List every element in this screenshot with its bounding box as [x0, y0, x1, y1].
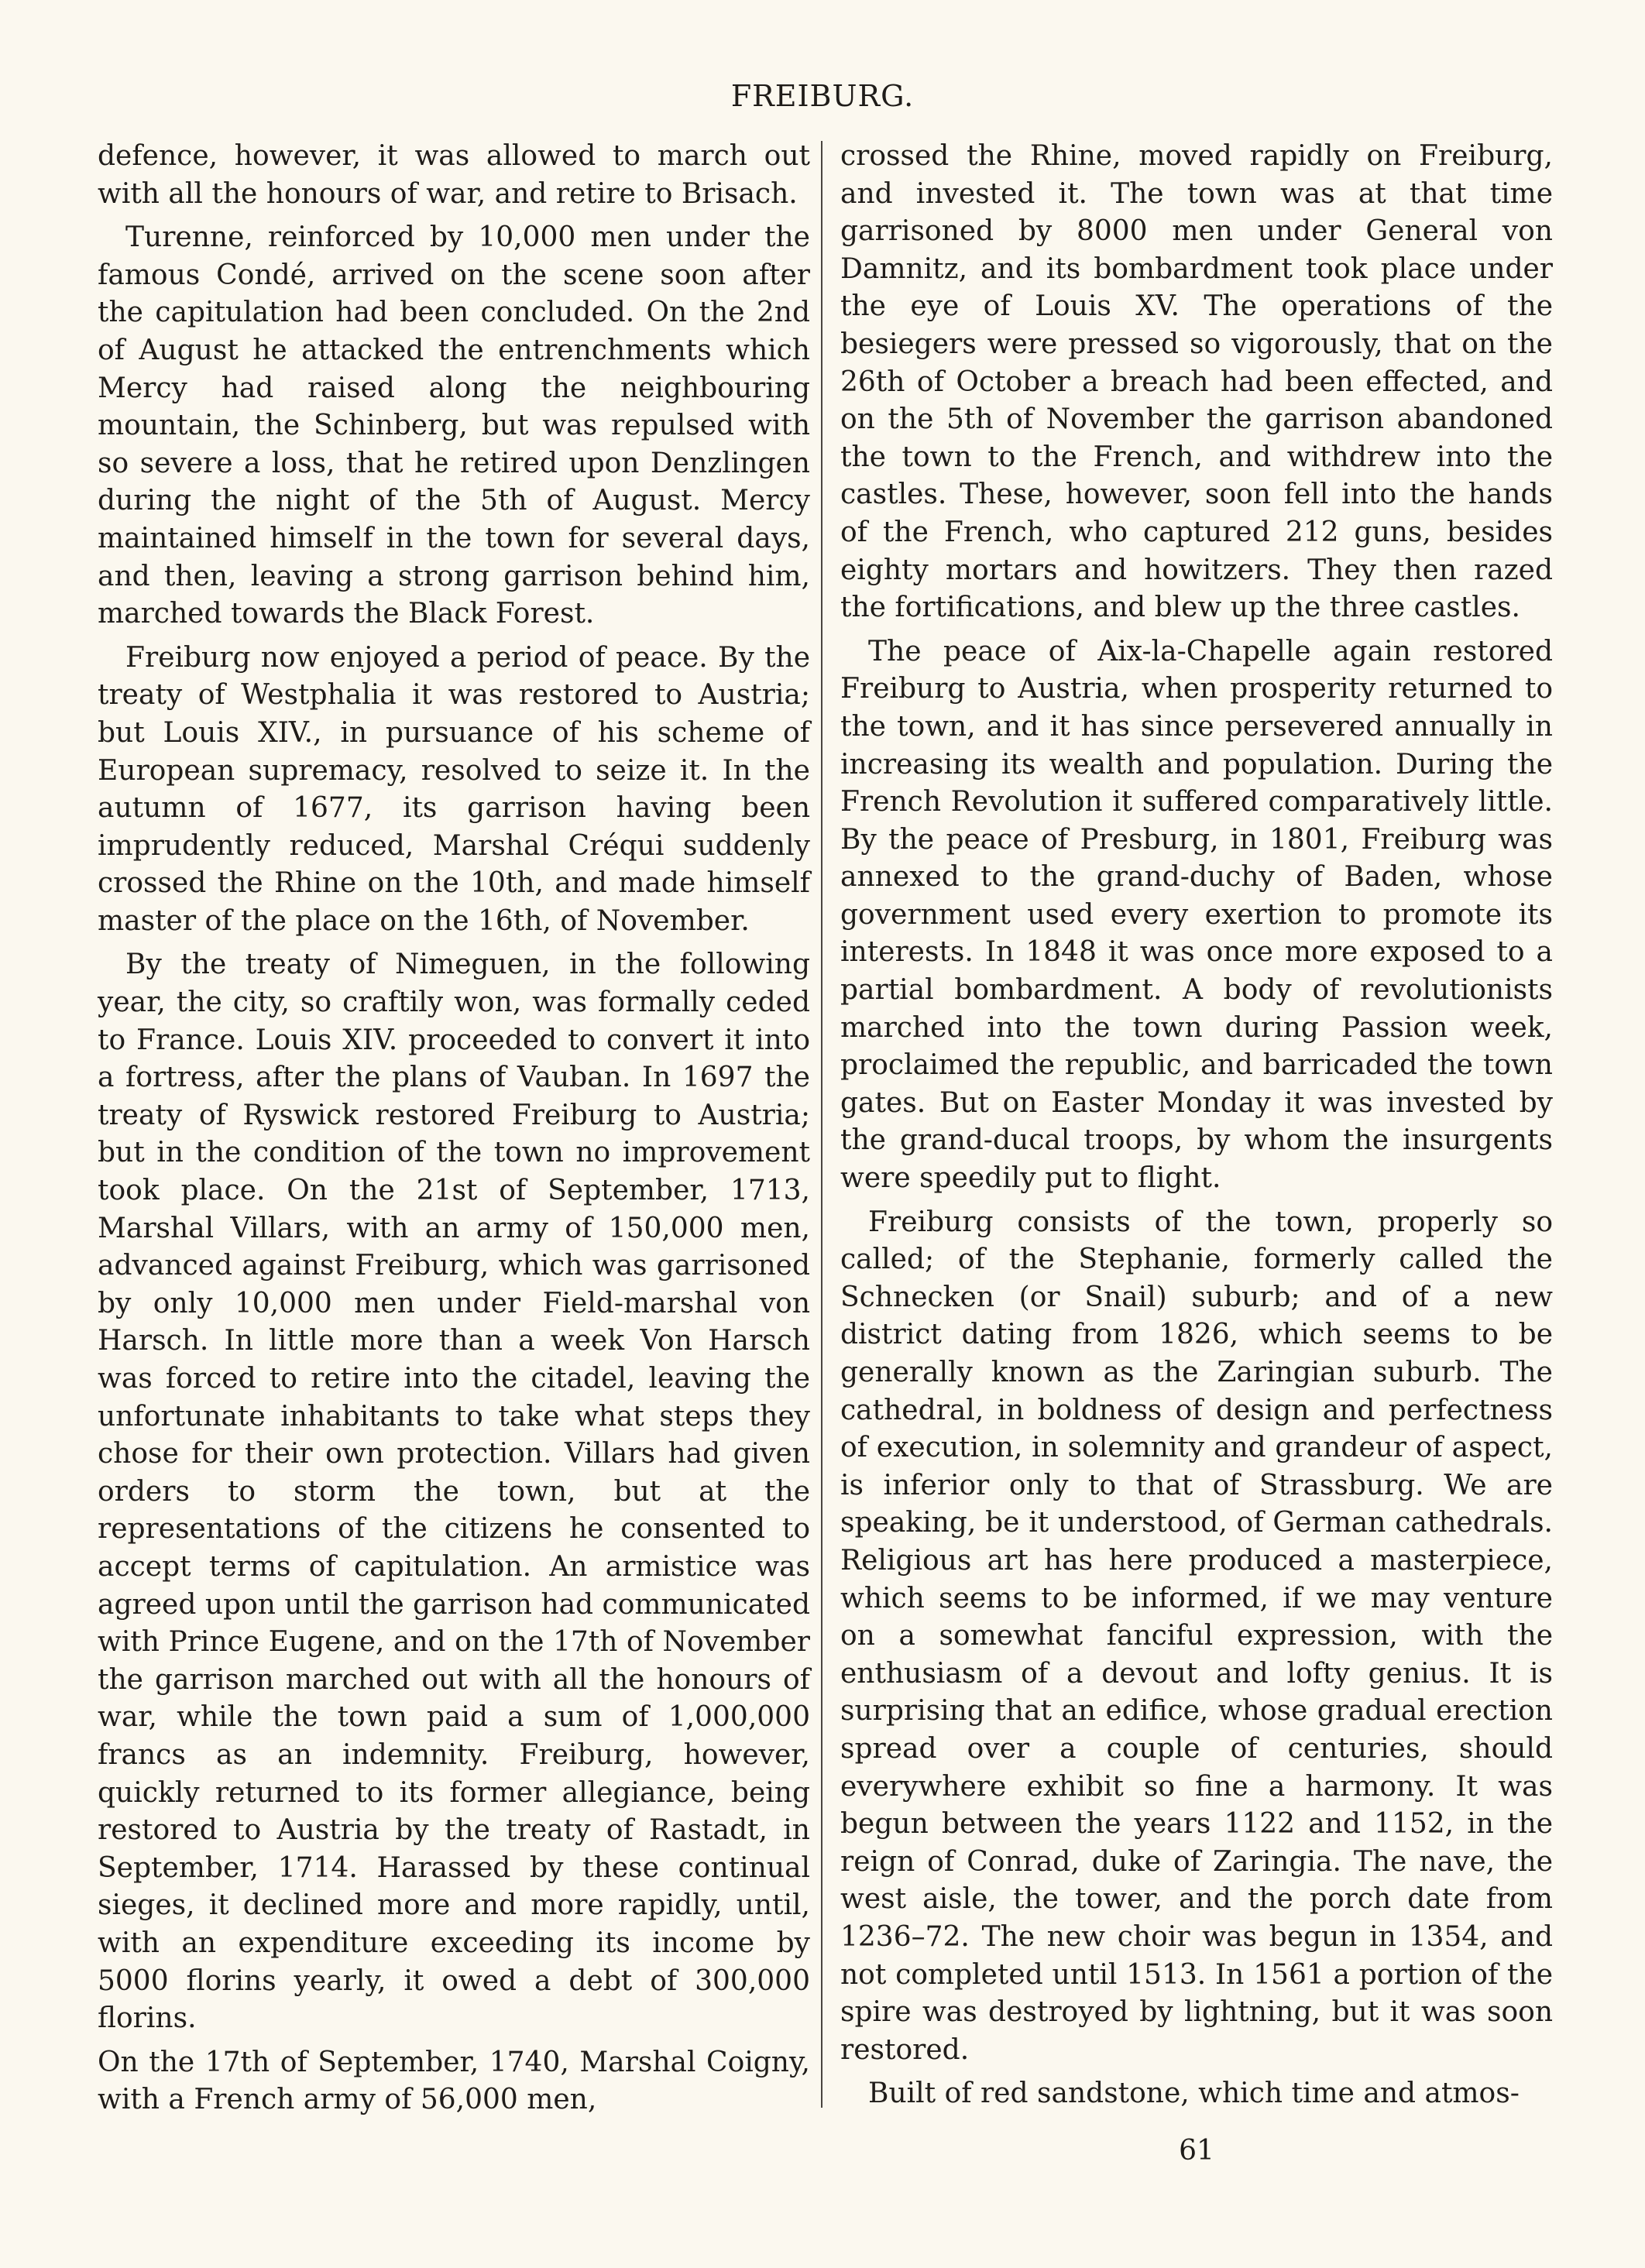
- column-divider: [821, 141, 822, 2108]
- paragraph: By the treaty of Nimeguen, in the following year, the city, so craftily won, was formally ceded to France. Louis XIV. proceeded to convert it into a fortress, after the plans of Vauban. In 1697 the treaty of Ryswick restored Freiburg to Austria; but in the condition of the town no improvement took place. On the 21st of September, 1713, Marshal Villars, with an army of 150,000 men, advanced against Freiburg, which was garrisoned by only 10,000 men under Field-marshal von Harsch. In little more than a week Von Harsch was forced to retire into the citadel, leaving the unfortunate inhabitants to take what steps they chose for their own protection. Villars had given orders to storm the town, but at the representations of the citizens he consented to accept terms of capitulation. An armistice was agreed upon until the garrison had communicated with Prince Eugene, and on the 17th of November the garrison marched out with all the honours of war, while the town paid a sum of 1,000,000 francs as an indemnity. Freiburg, however, quickly returned to its former allegiance, being restored to Austria by the treaty of Rastadt, in September, 1714. Harassed by these continual sieges, it declined more and more rapidly, until, with an expenditure exceeding its income by 5000 florins yearly, it owed a debt of 300,000 florins.: [98, 949, 810, 2035]
- right-column: [840, 138, 1553, 2119]
- paragraph: The peace of Aix-la-Chapelle again restored Freiburg to Austria, when prosperity returned to the town, and it has since persevered annually in increasing its wealth and population. During the French Revolution it suffered comparatively little. By the peace of Presburg, in 1801, Freiburg was annexed to the grand-duchy of Baden, whose government used every exertion to promote its interests. In 1848 it was once more exposed to a partial bombardment. A body of revolutionists marched into the town during Passion week, proclaimed the republic, and barricaded the town gates. But on Easter Monday it was invested by the grand-ducal troops, by whom the insurgents were speedily put to flight.: [840, 635, 1553, 1195]
- paragraph: Freiburg consists of the town, properly so called; of the Stephanie, formerly called the Schnecken (or Snail) suburb; and of a new district dating from 1826, which seems to be generally known as the Zaringian suburb. The cathedral, in boldness of design and perfectness of execution, in solemnity and grandeur of aspect, is inferior only to that of Strassburg. We are speaking, be it understood, of German cathedrals. Religious art has here produced a masterpiece, which seems to be informed, if we may venture on a somewhat fanciful expression, with the enthusiasm of a devout and lofty genius. It is surprising that an edifice, whose gradual erection spread over a couple of centuries, should everywhere exhibit so fine a harmony. It was begun between the years 1122 and 1152, in the reign of Conrad, duke of Zaringia. The nave, the west aisle, the tower, and the porch date from 1236–72. The new choir was begun in 1354, and not completed until 1513. In 1561 a portion of the spire was destroyed by lightning, but it was soon restored.: [840, 1206, 1553, 2066]
- paragraph: crossed the Rhine, moved rapidly on Freiburg, and invested it. The town was at that time garrisoned by 8000 men under General von Damnitz, and its bombardment took place under the eye of Louis XV. The operations of the besiegers were pressed so vigorously, that on the 26th of October a breach had been effected, and on the 5th of November the garrison abandoned the town to the French, and withdrew into the castles. These, however, soon fell into the hands of the French, who captured 212 guns, besides eighty mortars and howitzers. They then razed the fortifications, and blew up the three castles.: [840, 140, 1553, 624]
- left-column: [98, 138, 810, 2126]
- paragraph: Built of red sandstone, which time and atmos-: [868, 2078, 1520, 2110]
- paragraph: Freiburg now enjoyed a period of peace. By the treaty of Westphalia it was restored to Austria; but Louis XIV., in pursuance of his scheme of European supremacy, resolved to seize it. In the autumn of 1677, its garrison having been imprudently reduced, Marshal Créqui suddenly crossed the Rhine on the 10th, and made himself master of the place on the 16th, of November.: [98, 641, 810, 937]
- paragraph: On the 17th of September, 1740, Marshal Coigny, with a French army of 56,000 men,: [98, 2046, 810, 2116]
- paragraph: defence, however, it was allowed to march out with all the honours of war, and retire to Brisach.: [98, 140, 810, 210]
- running-title: FREIBURG.: [730, 79, 915, 113]
- paragraph: Turenne, reinforced by 10,000 men under the famous Condé, arrived on the scene soon after the capitulation had been concluded. On the 2nd of August he attacked the entrenchments which Mercy had raised along the neighbouring mountain, the Schinberg, but was repulsed with so severe a loss, that he retired upon Denzlingen during the night of the 5th of August. Mercy maintained himself in the town for several days, and then, leaving a strong garrison behind him, marched towards the Black Forest.: [98, 221, 810, 630]
- page-number: 61: [1179, 2135, 1214, 2167]
